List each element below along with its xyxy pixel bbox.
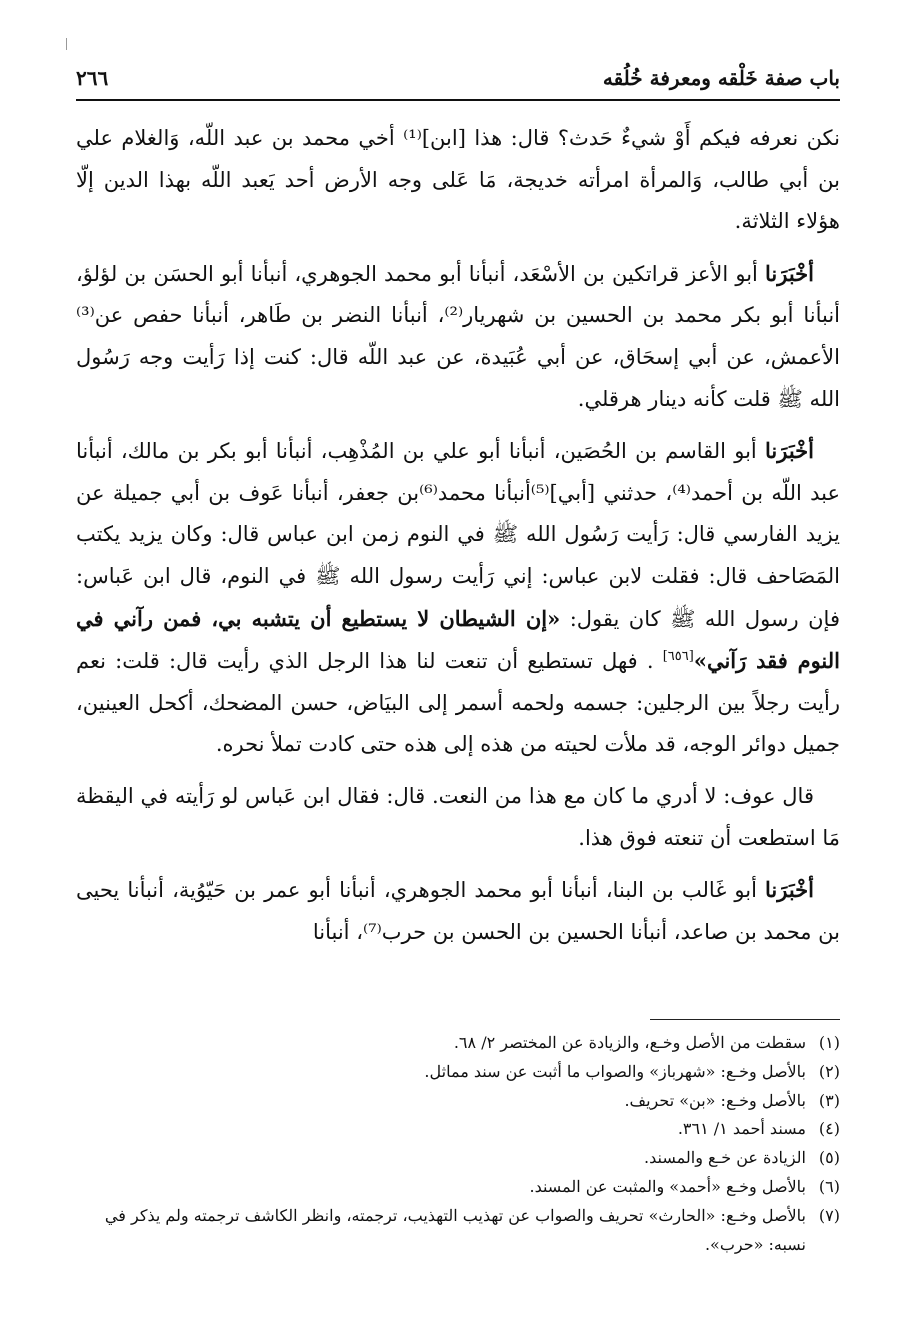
footnote-number: (٢) (818, 1061, 840, 1081)
footnote-text: بالأصل وخـع: «شهرباز» والصواب ما أثبت عن سند مماثل. (424, 1061, 806, 1081)
hadith-ref: [٦٥٦] (662, 649, 694, 665)
paragraph-text: أبو الأعز قراتكين بن الأسْعَد، أنبأنا أبو محمد الجوهري، أنبأنا أبو الحسَن بن لؤلؤ، أنبأنا أبو بكر محمد بن الحسين بن شهريار⁽²⁾، أنبأنا النضر بن طَاهر، أنبأنا حفص عن⁽³⁾ الأعمش، عن أبي إسحَاق، عن أبي عُبَيدة، عن عبد اللّه قال: كنت إذا رَأيت وجه رَسُول الله ﷺ قلت كأنه دينار هرقلي. (76, 261, 840, 411)
footnote (76, 1173, 840, 1202)
main-text (76, 118, 840, 963)
footnote-text: مسند أحمد ١/ ٣٦١. (677, 1119, 806, 1139)
paragraph-text: أبو القاسم بن الحُصَين، أنبأنا أبو علي بن المُذْهِب، أنبأنا أبو بكر بن مالك، أنبأنا عبد اللّه بن أحمد⁽⁴⁾، حدثني [أبي]⁽⁵⁾أنبأنا محمد⁽⁶⁾بن جعفر، أنبأنا عَوف بن أبي جميلة عن يزيد الفارسي قال: رَأيت رَسُول الله ﷺ في النوم زمن ابن عباس قال: وكان يزيد يكتب المَصَاحف قال: فقلت لابن عباس: إني رَأيت رسول الله ﷺ في النوم، قال ابن عَباس: فإن رسول الله ﷺ كان يقول: (76, 439, 841, 631)
footnote (76, 1087, 840, 1116)
hadith-quote: «إن الشيطان لا يستطيع أن يتشبه بي، فمن رآني في النوم فقد رَآني» (76, 605, 840, 674)
page-number: ٢٦٦ (76, 66, 109, 90)
footnote (76, 1058, 840, 1087)
paragraph-lead: أخْبَرَنا (765, 877, 814, 903)
paragraph-lead: أخْبَرَنا (765, 438, 814, 464)
header-divider (76, 99, 840, 101)
paragraph (76, 430, 840, 766)
footnote-divider (650, 1019, 840, 1020)
footnote (76, 1029, 840, 1058)
footnote-number: (٦) (818, 1176, 840, 1196)
paragraph-text: قال عوف: لا أدري ما كان مع هذا من النعت. قال: فقال ابن عَباس لو رَأيته في اليقظة مَا استطعت أن تنعته فوق هذا. (76, 783, 840, 850)
paragraph-lead: أخْبَرَنا (765, 260, 814, 286)
paragraph (76, 869, 840, 953)
footnotes (76, 1029, 840, 1259)
footnote (76, 1115, 840, 1144)
paragraph (76, 118, 840, 243)
footnote (76, 1202, 840, 1260)
footnote-number: (٣) (818, 1090, 840, 1110)
footnote-text: بالأصل وخـع: «الحارث» تحريف والصواب عن تهذيب التهذيب، ترجمته، وانظر الكاشف ترجمته ولم يذكر في نسبه: «حرب». (104, 1205, 806, 1254)
margin-mark (66, 38, 67, 50)
footnote-text: الزيادة عن خـع والمسند. (644, 1148, 806, 1168)
footnote-number: (٤) (818, 1119, 840, 1139)
paragraph (76, 776, 840, 859)
page-header (76, 60, 840, 96)
footnote-number: (٧) (818, 1205, 840, 1225)
paragraph-text: نكن نعرفه فيكم أَوْ شيءٌ حَدث؟ قال: هذا [ابن]⁽¹⁾ أخي محمد بن عبد اللّه، وَالغلام علي بن أبي طالب، وَالمرأة امرأته خديجة، مَا عَلى وجه الأرض أحد يَعبد اللّه بهذا الدين إلّا هؤلاء الثلاثة. (76, 126, 840, 234)
paragraph-text: أبو غَالب بن البنا، أنبأنا أبو محمد الجوهري، أنبأنا أبو عمر بن حَيّوُية، أنبأنا يحيى بن محمد بن صاعد، أنبأنا الحسين بن الحسن بن حرب⁽⁷⁾، أنبأنا (76, 878, 840, 944)
footnote-text: سقطت من الأصل وخـع، والزيادة عن المختصر ٢/ ٦٨. (453, 1033, 806, 1052)
paragraph-text-after: . فهل تستطيع أن تنعت لنا هذا الرجل الذي رأيت قال: قلت: نعم رأيت رجلاً بين الرجلين: جسمه ولحمه أسمر إلى البيَاض، حسن المضحك، أكحل العينين، جميل دوائر الوجه، قد ملأت لحيته من هذه إلى هذه حتى كادت تملأ نحره. (76, 649, 840, 757)
footnote (76, 1144, 840, 1173)
chapter-title: باب صفة خَلْقه ومعرفة خُلُقه (602, 66, 840, 90)
footnote-text: بالأصل وخـع «أحمد» والمثبت عن المسند. (529, 1176, 806, 1196)
footnote-text: بالأصل وخـع: «بن» تحريف. (624, 1090, 806, 1110)
footnote-number: (٥) (818, 1148, 840, 1168)
footnote-number: (١) (818, 1033, 840, 1052)
paragraph (76, 253, 840, 420)
